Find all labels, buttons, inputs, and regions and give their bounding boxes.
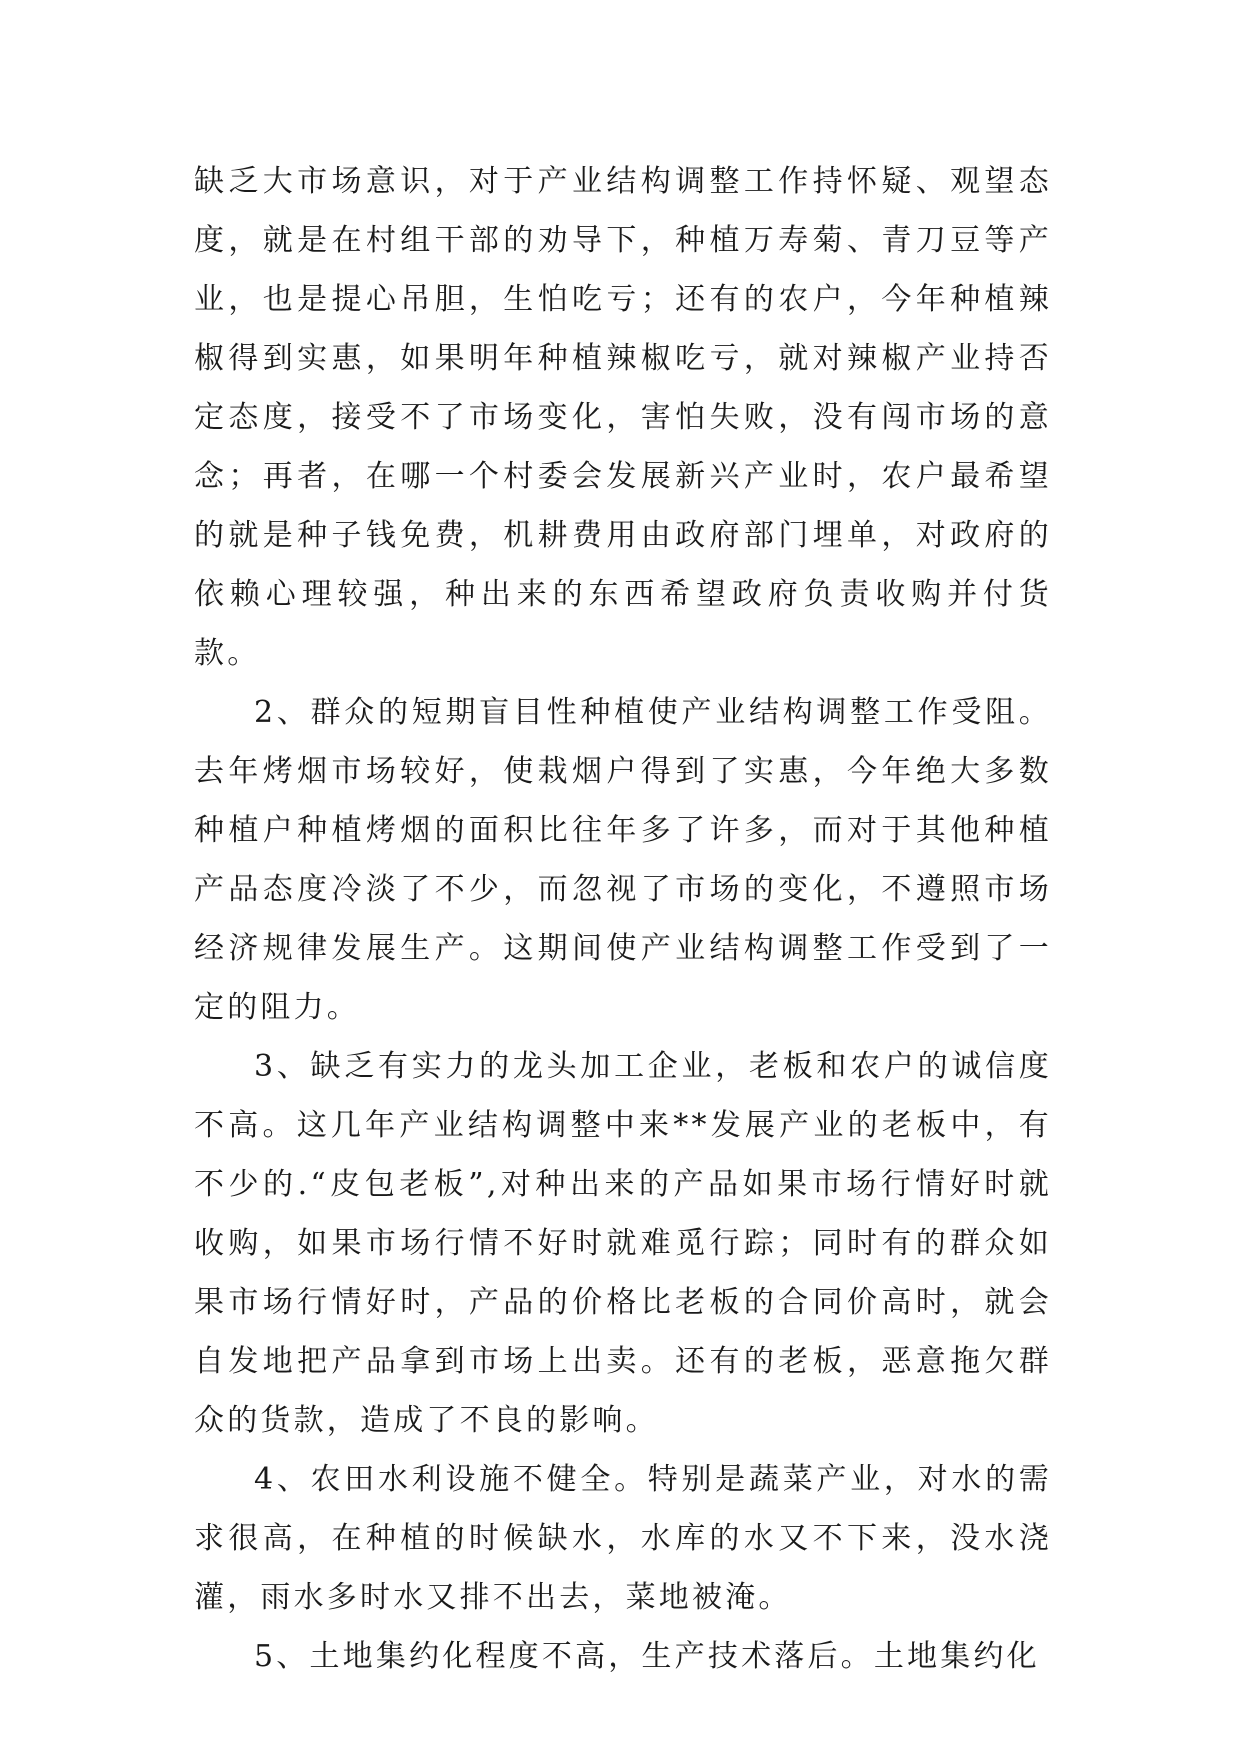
paragraph-item-2: 2、群众的短期盲目性种植使产业结构调整工作受阻。去年烤烟市场较好，使栽烟户得到了实惠，今年绝大多数种植户种植烤烟的面积比往年多了许多，而对于其他种植产品态度冷淡了不少，而忽视了市场的变化，不遵照市场经济规律发展生产。这期间使产业结构调整工作受到了一定的阻力。: [194, 695, 1052, 1025]
paragraph-item-3: 3、缺乏有实力的龙头加工企业，老板和农户的诚信度不高。这几年产业结构调整中来**发展产业的老板中，有不少的.“皮包老板”,对种出来的产品如果市场行情好时就收购，如果市场行情不好时就难觅行踪；同时有的群众如果市场行情好时，产品的价格比老板的合同价高时，就会自发地把产品拿到市场上出卖。还有的老板，恶意拖欠群众的货款，造成了不良的影响。: [194, 1049, 1052, 1438]
paragraph-continuation: 缺乏大市场意识，对于产业结构调整工作持怀疑、观望态度，就是在村组干部的劝导下，种植万寿菊、青刀豆等产业，也是提心吊胆，生怕吃亏；还有的农户，今年种植辣椒得到实惠，如果明年种植辣椒吃亏，就对辣椒产业持否定态度，接受不了市场变化，害怕失败，没有闯市场的意念；再者，在哪一个村委会发展新兴产业时，农户最希望的就是种子钱免费，机耕费用由政府部门埋单，对政府的依赖心理较强，种出来的东西希望政府负责收购并付货款。: [194, 164, 1052, 671]
paragraph-item-4: 4、农田水利设施不健全。特别是蔬菜产业，对水的需求很高，在种植的时候缺水，水库的水又不下来，没水浇灌，雨水多时水又排不出去，菜地被淹。: [194, 1462, 1052, 1615]
document-body: [194, 152, 1052, 1686]
paragraph-item-5: 5、土地集约化程度不高，生产技术落后。土地集约化: [254, 1639, 1040, 1674]
